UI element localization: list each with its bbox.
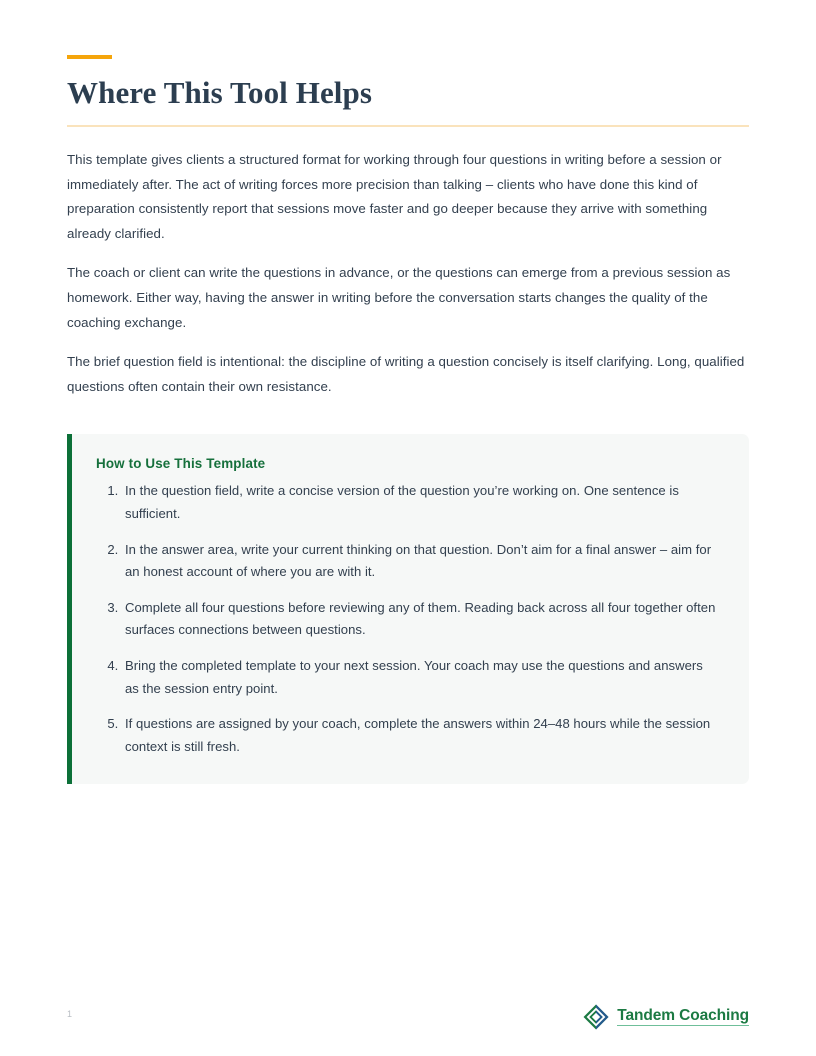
how-to-use-callout [67,434,749,784]
page-title: Where This Tool Helps [67,75,373,110]
brand-underline [617,1025,749,1027]
page-footer [0,1000,816,1042]
callout-heading: How to Use This Template [96,456,266,472]
list-item: 5. If questions are assigned by your coach, complete the answers within 24–48 hours while the session context is still fresh. [122,713,719,758]
instructions-list [96,480,719,758]
list-item: 2. In the answer area, write your current thinking on that question. Don’t aim for a final answer – aim for an honest account of where you are with it. [122,539,719,584]
list-item: 3. Complete all four questions before reviewing any of them. Reading back across all four together often surfaces connections between questions. [122,597,719,642]
body-paragraph: This template gives clients a structured format for working through four questions in writing before a session or immediately after. The act of writing forces more precision than talking – clients who have done this kind of preparation consistently report that sessions move faster and go deeper because they arrive with something already clarified. [67,152,722,241]
document-content [67,0,749,784]
title-divider [67,125,749,127]
body-paragraph: The coach or client can write the questions in advance, or the questions can emerge from a previous session as homework. Either way, having the answer in writing before the conversation starts changes the quality of the coaching exchange. [67,265,731,330]
list-item: 4. Bring the completed template to your next session. Your coach may use the questions and answers as the session entry point. [122,655,719,700]
body-paragraph: The brief question field is intentional: the discipline of writing a question concisely is itself clarifying. Long, qualified questions often contain their own resistance. [67,354,745,394]
brand-wordmark-wrap [617,1008,749,1027]
diamond-logo-icon [583,1004,609,1030]
list-item: 1. In the question field, write a concise version of the question you’re working on. One sentence is sufficient. [122,480,719,525]
title-accent-bar [67,55,112,59]
page-number: 1 [67,1009,73,1019]
brand-wordmark: Tandem Coaching [617,1006,749,1024]
brand-logo [583,1004,749,1030]
